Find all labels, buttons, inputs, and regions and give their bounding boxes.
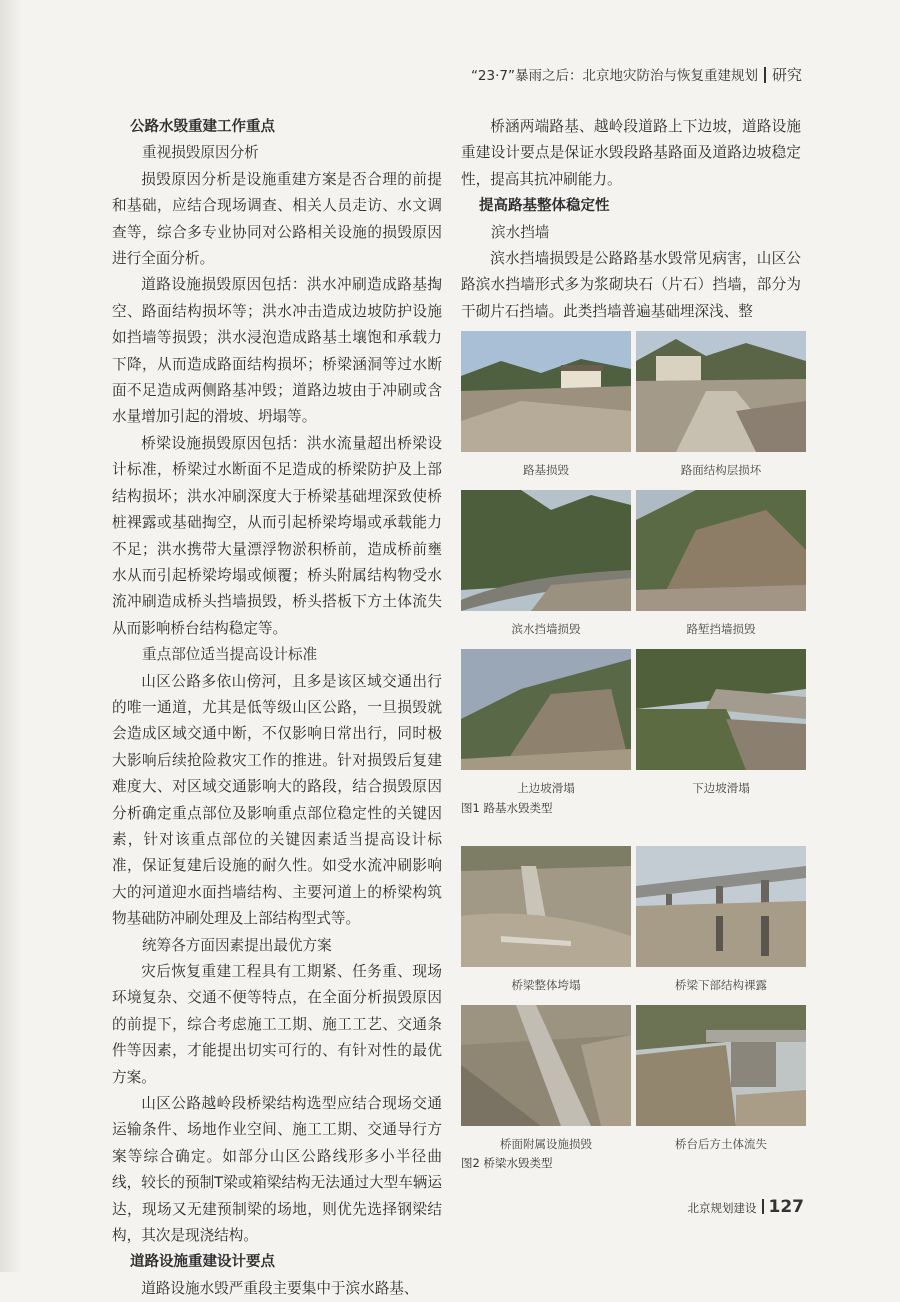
paragraph: 滨水挡墙损毁是公路路基水毁常见病害，山区公路滨水挡墙形式多为浆砌块石（片石）挡墙，部分为干砌片石挡墙。此类挡墙普遍基础埋深浅、整 [461,250,801,320]
page-footer [688,1197,805,1217]
right-column [461,114,801,325]
figure-caption: 桥面附属设施损毁 [500,1137,592,1151]
photo-abutment-soil-loss [636,1005,806,1126]
figure-caption: 路基损毁 [523,463,569,477]
figure-caption: 滨水挡墙损毁 [511,622,581,636]
figure-caption: 路堑挡墙损毁 [686,622,756,636]
footer-separator [762,1199,764,1214]
photo-lower-slope-slide [636,649,806,770]
paragraph: 山区公路多依山傍河，且多是该区域交通出行的唯一通道，尤其是低等级山区公路，一旦损毁就会造成区域交通中断，不仅影响日常出行，同时极大影响后续抢险救灾工作的推进。针对损毁后复建难度大、对区域交通影响大的路段，结合损毁原因分析确定重点部位及影响重点部位稳定性的关键因素，针对该重点部位的关键因素适当提高设计标准，保证复建后设施的耐久性。如受水流冲刷影响大的河道迎水面挡墙结构、主要河道上的桥梁构筑物基础防冲刷处理及上部结构型式等。 [112,672,442,928]
page-gutter [0,0,22,1272]
figure-title: 图2 桥梁水毁类型 [461,1156,553,1170]
header-title: “23·7”暴雨之后：北京地灾防治与恢复重建规划 [470,68,758,84]
paragraph: 损毁原因分析是设施重建方案是否合理的前提和基础，应结合现场调查、相关人员走访、水文调查等，综合多专业协同对公路相关设施的损毁原因进行全面分析。 [112,170,442,268]
figure-title: 图1 路基水毁类型 [461,801,553,815]
photo-upper-slope-slide [461,649,631,770]
photo-riverside-wall-damage [461,490,631,611]
header-section: 研究 [771,66,802,84]
figure-1 [461,331,806,806]
photo-bridge-collapse [461,846,631,967]
figure-2 [461,846,806,1162]
left-column [112,114,442,1302]
page-number: 127 [768,1197,804,1217]
subheading: 重视损毁原因分析 [142,144,259,162]
magazine-name: 北京规划建设 [687,1201,757,1215]
paragraph: 道路设施损毁原因包括：洪水冲刷造成路基掏空、路面结构损坏等；洪水冲击造成边坡防护设施如挡墙等损毁；洪水浸泡造成路基土壤饱和承载力下降，从而造成路面结构损坏；桥梁涵洞等过水断面不足造成两侧路基冲毁；道路边坡由于冲刷或含水量增加引起的滑坡、坍塌等。 [112,276,442,426]
figure-caption: 上边坡滑塌 [517,781,575,795]
figure-caption: 桥梁整体垮塌 [511,978,581,992]
photo-cutting-wall-damage [636,490,806,611]
paragraph: 山区公路越岭段桥梁结构选型应结合现场交通运输条件、场地作业空间、施工工期、交通导行方案等综合确定。如部分山区公路线形多小半径曲线，较长的预制T梁或箱梁结构无法通过大型车辆运达，现场又无建预制梁的场地，则优先选择钢梁结构，其次是现浇结构。 [112,1095,442,1245]
running-header [471,64,802,85]
section-heading: 道路设施重建设计要点 [130,1253,275,1271]
figure-caption: 桥台后方土体流失 [675,1137,767,1151]
photo-bridge-substructure-exposed [636,846,806,967]
paragraph: 桥梁设施损毁原因包括：洪水流量超出桥梁设计标准，桥梁过水断面不足造成的桥梁防护及上部结构损坏；洪水冲刷深度大于桥梁基础埋深致使桥桩裸露或基础掏空，从而引起桥梁垮塌或承载能力不足；洪水携带大量漂浮物淤积桥前，造成桥前壅水从而引起桥梁垮塌或倾覆；桥头附属结构物受水流冲刷造成桥头挡墙损毁，桥头搭板下方土体流失从而影响桥台结构稳定等。 [112,434,442,637]
paragraph: 灾后恢复重建工程具有工期紧、任务重、现场环境复杂、交通不便等特点，在全面分析损毁原因的前提下，综合考虑施工工期、施工工艺、交通条件等因素，才能提出切实可行的、有针对性的最优方案。 [112,963,442,1086]
photo-pavement-damage [636,331,806,452]
figure-caption: 下边坡滑塌 [692,781,750,795]
section-heading: 公路水毁重建工作重点 [130,118,275,135]
section-heading: 提高路基整体稳定性 [479,197,610,215]
subheading: 滨水挡墙 [491,223,550,241]
paragraph: 道路设施水毁严重段主要集中于滨水路基、 [141,1279,419,1297]
subheading: 重点部位适当提高设计标准 [142,646,318,664]
paragraph: 桥涵两端路基、越岭段道路上下边坡，道路设施重建设计要点是保证水毁段路基路面及道路边坡稳定性，提高其抗冲刷能力。 [461,118,801,188]
photo-deck-facility-damage [461,1005,631,1126]
subheading: 统筹各方面因素提出最优方案 [142,936,332,954]
photo-subgrade-damage [461,331,631,452]
figure-caption: 路面结构层损坏 [680,463,762,477]
figure-caption: 桥梁下部结构裸露 [675,978,767,992]
header-separator [764,67,766,83]
